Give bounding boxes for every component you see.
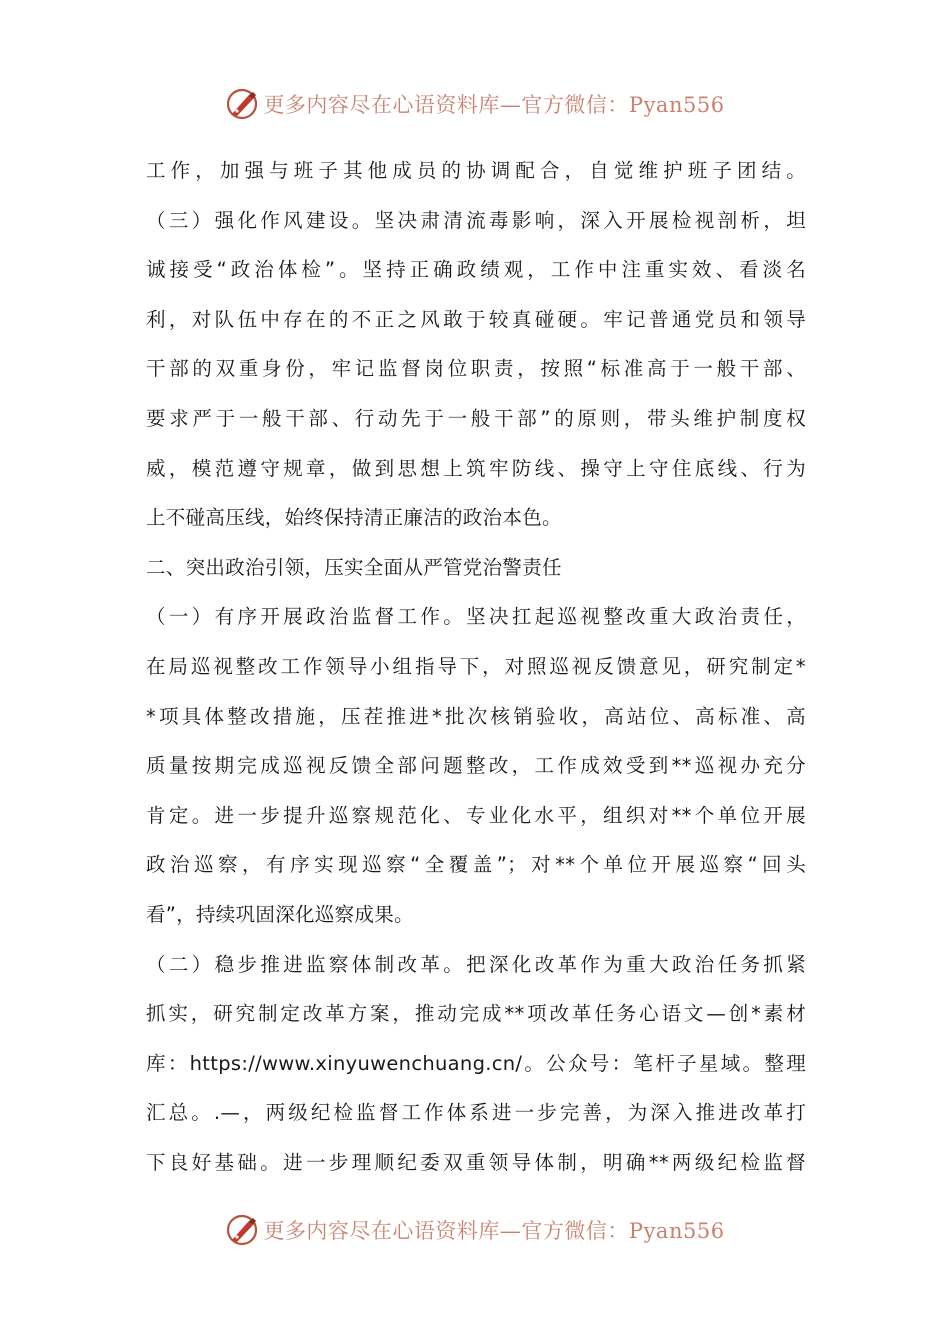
text-line: 质量按期完成巡视反馈全部问题整改，工作成效受到**巡视办充分 [146,754,806,778]
text-line: 上不碰高压线，始终保持清正廉洁的政治本色。 [146,506,562,530]
text-line: （二）稳步推进监察体制改革。把深化改革作为重大政治任务抓紧 [146,952,806,976]
text-line: 工作，加强与班子其他成员的协调配合，自觉维护班子团结。 [146,159,806,182]
text-line: 汇总。.—，两级纪检监督工作体系进一步完善，为深入推进改革打 [146,1101,806,1125]
text-line: 干部的双重身份，牢记监督岗位职责，按照“标准高于一般干部、 [146,357,806,381]
text-line: 政治巡察，有序实现巡察“全覆盖”；对**个单位开展巡察“回头 [146,853,806,877]
document-body [146,146,806,1187]
watermark-text: 更多内容尽在心语资料库—官方微信：Pyan556 [263,1219,725,1243]
text-line: 看”，持续巩固深化巡察成果。 [146,902,414,926]
text-line: 库：https://www.xinyuwenchuang.cn/。公众号：笔杆子星域。整理 [146,1051,806,1075]
section-heading: 二、突出政治引领，压实全面从严管党治警责任 [146,555,562,579]
text-line: 诚接受“政治体检”。坚持正确政绩观，工作中注重实效、看淡名 [146,258,806,282]
text-line: 利，对队伍中存在的不正之风敢于较真碰硬。牢记普通党员和领导 [146,307,806,331]
pen-nib-circle-logo-icon [225,87,259,121]
text-line: 肯定。进一步提升巡察规范化、专业化水平，组织对**个单位开展 [146,803,806,827]
text-line: （三）强化作风建设。坚决肃清流毒影响，深入开展检视剖析，坦 [146,208,806,232]
text-line: *项具体整改措施，压茬推进*批次核销验收，高站位、高标准、高 [146,704,806,728]
text-line: 抓实，研究制定改革方案，推动完成**项改革任务心语文—创*素材 [146,1002,806,1026]
header-watermark-banner [0,84,950,124]
pen-nib-circle-logo-icon [225,1213,259,1247]
text-line: （一）有序开展政治监督工作。坚决扛起巡视整改重大政治责任， [146,605,806,629]
text-line: 威，模范遵守规章，做到思想上筑牢防线、操守上守住底线、行为 [146,456,806,480]
watermark-text: 更多内容尽在心语资料库—官方微信：Pyan556 [263,93,725,117]
text-line: 在局巡视整改工作领导小组指导下，对照巡视反馈意见，研究制定* [146,654,806,678]
text-line: 要求严于一般干部、行动先于一般干部”的原则，带头维护制度权 [146,406,806,430]
text-line: 下良好基础。进一步理顺纪委双重领导体制，明确**两级纪检监督 [146,1150,806,1174]
footer-watermark-banner [0,1210,950,1250]
